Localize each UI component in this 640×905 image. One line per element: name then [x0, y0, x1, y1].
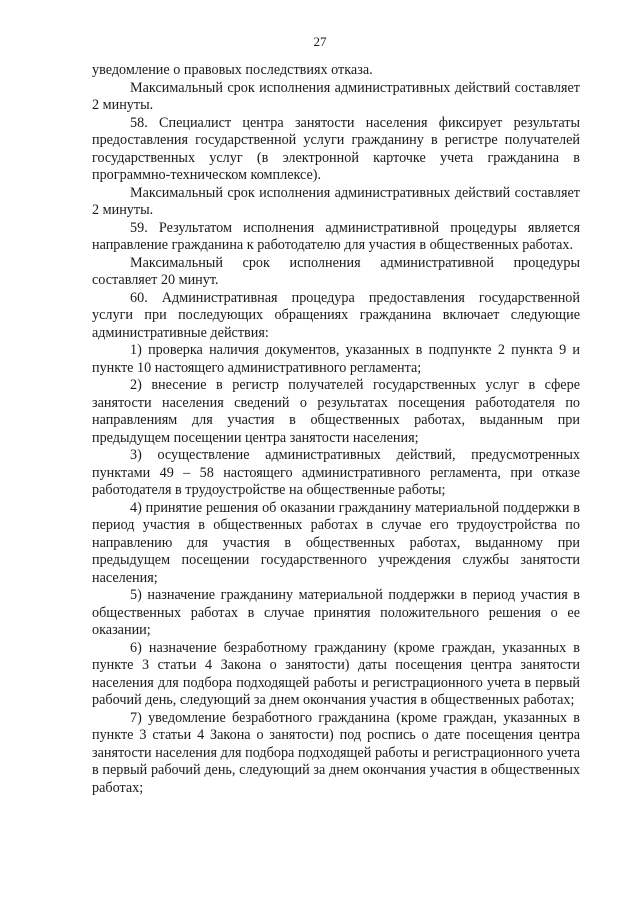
- page-number: 27: [313, 34, 327, 49]
- list-item-6: 6) назначение безработному гражданину (кроме граждан, указанных в пункте 3 статьи 4 Закона о занятости) даты посещения центра занятости населения для подбора подходящей работы и регистрационного учета в первый рабочий день, следующий за днем окончания участия в общественных работах;: [92, 639, 580, 708]
- paragraph-item-60: 60. Административная процедура предоставления государственной услуги при последующих обращениях гражданина включает следующие административные действия:: [92, 289, 580, 341]
- list-item-5: 5) назначение гражданину материальной поддержки в период участия в общественных работах в случае принятия положительного решения о ее оказании;: [92, 587, 580, 638]
- list-item-4: 4) принятие решения об оказании гражданину материальной поддержки в период участия в общественных работах в случае его трудоустройства по направлению для участия в общественных работах, выданному при предыдущем посещении государственного учреждения службы занятости населения;: [92, 499, 580, 586]
- paragraph-max-time-3: Максимальный срок исполнения административной процедуры составляет 20 минут.: [92, 254, 580, 288]
- paragraph-max-time-1: Максимальный срок исполнения административных действий составляет 2 минуты.: [92, 79, 580, 113]
- paragraph-refusal-notice: уведомление о правовых последствиях отказа.: [92, 62, 373, 78]
- document-body: [92, 62, 580, 797]
- paragraph-item-58: 58. Специалист центра занятости населения фиксирует результаты предоставления государственной услуги гражданину в регистре получателей государственных услуг (в электронной карточке учета гражданина в программно-техническом комплексе).: [92, 114, 580, 183]
- paragraph-max-time-2: Максимальный срок исполнения административных действий составляет 2 минуты.: [92, 184, 580, 218]
- list-item-7: 7) уведомление безработного гражданина (кроме граждан, указанных в пункте 3 статьи 4 Закона о занятости) под роспись о дате посещения центра занятости населения для подбора подходящей работы и регистрационного учета в первый рабочий день, следующий за днем окончания участия в общественных работах;: [92, 709, 580, 796]
- list-item-2: 2) внесение в регистр получателей государственных услуг в сфере занятости населения сведений о результатах посещения работодателя по направлениям для участия в общественных работах, выданным при предыдущем посещении центра занятости населения;: [92, 377, 580, 446]
- paragraph-item-59: 59. Результатом исполнения административной процедуры является направление гражданина к работодателю для участия в общественных работах.: [92, 219, 580, 253]
- list-item-1: 1) проверка наличия документов, указанных в подпункте 2 пункта 9 и пункте 10 настоящего административного регламента;: [92, 342, 580, 376]
- list-item-3: 3) осуществление административных действий, предусмотренных пунктами 49 – 58 настоящего административного регламента, при отказе работодателя в трудоустройстве на общественные работы;: [92, 447, 580, 498]
